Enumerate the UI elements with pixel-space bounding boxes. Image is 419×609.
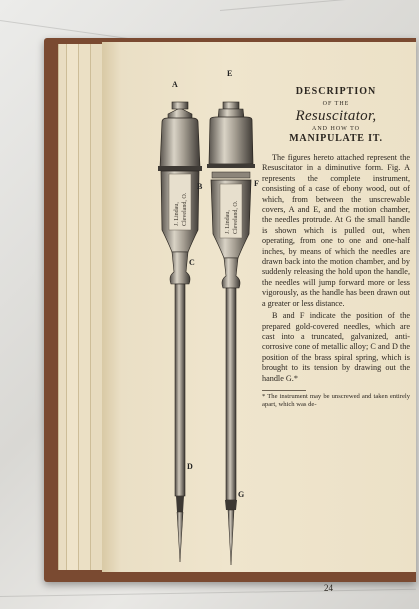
heading-manipulate: MANIPULATE IT. [289, 133, 383, 144]
footnote-rule [262, 390, 306, 391]
figure-label-f: F [254, 179, 259, 188]
paragraph-2: B and F indicate the position of the prepared gold-covered needles, which are cast into a truncated, galvanized, anti-corrosive cone of metallic alloy; C and D the position of the brass spiral spring, which is brought to its tension by drawing out the handle G.* [262, 311, 410, 383]
paragraph-1: The figures hereto attached represent the Resuscitator in a diminutive form. Fig. A represents the complete instrument, consisting of a case of ebony wood, out of which, from between the unscrewable covers, A and E, and the motion chamber, the needles protrude. At G the small handle is shown which is pulled out, when operating, from one to one and one-half inches, by means of which the needles are drawn back into the motion chamber, and by suddenly releasing the hold upon the handle, the needles will jump forward more or less vigorously, as the handle has been drawn out a greater or less distance. [262, 153, 410, 308]
heading-description: DESCRIPTION [295, 86, 377, 97]
instrument-b-label-line1: J. Lindau, [225, 210, 231, 234]
instrument-b-label [225, 210, 231, 234]
instrument-a-label-2 [182, 192, 188, 226]
figure-label-b: B [197, 182, 203, 191]
figure-label-g: G [238, 490, 245, 499]
figure-label-e: E [227, 69, 233, 78]
instrument-a-label-line1: J. Lindau, [174, 202, 180, 226]
heading-resuscitator: Resuscitator, [295, 108, 377, 124]
instrument-b-label-2 [233, 200, 239, 234]
marble-vein [220, 0, 419, 11]
marble-vein [0, 589, 416, 597]
book-page [102, 42, 416, 593]
instrument-a [158, 102, 202, 562]
heading-of-the: OF THE [322, 101, 350, 107]
heading-and-how-to: AND HOW TO [311, 126, 360, 132]
instrument-a-label-line2: Cleveland, O. [182, 192, 188, 226]
text-column [262, 86, 410, 410]
footnote: * The instrument may be unscrewed and taken entirely apart, which was de- [262, 392, 410, 409]
instrument-b-label-line2: Cleveland, O. [233, 200, 239, 234]
figure-label-a: A [172, 80, 178, 89]
page-number: 24 [324, 583, 333, 593]
instrument-b [207, 102, 255, 565]
instrument-a-label [174, 202, 180, 226]
figure-label-d: D [187, 462, 193, 471]
figure-label-c: C [189, 258, 195, 267]
